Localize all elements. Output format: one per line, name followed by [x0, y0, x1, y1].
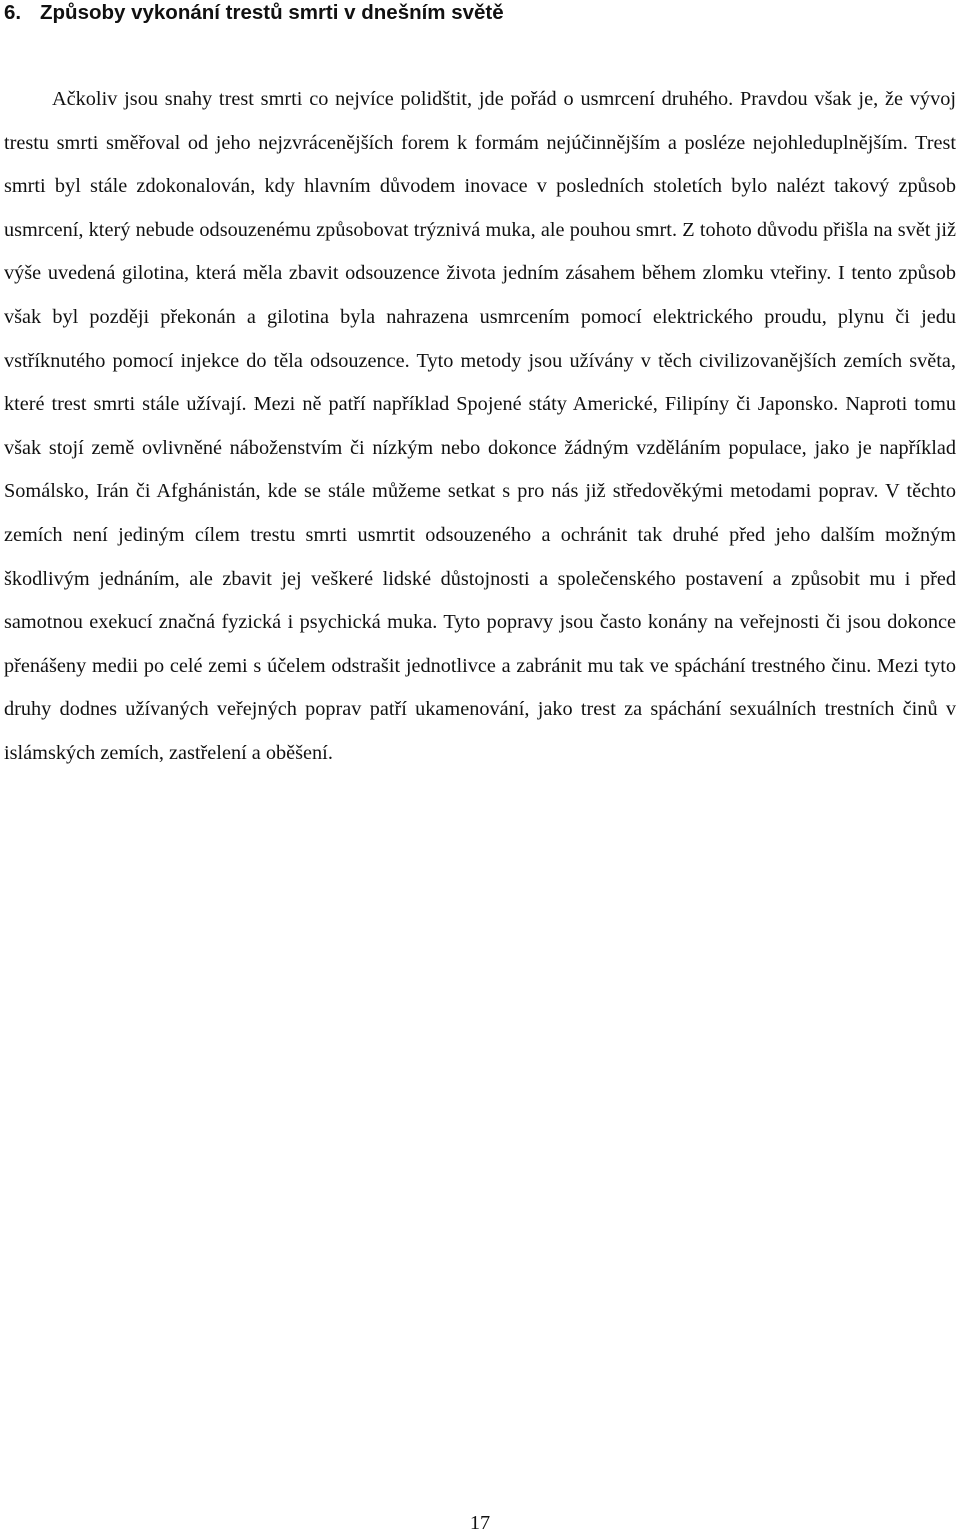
body-paragraph: Ačkoliv jsou snahy trest smrti co nejvíce polidštit, jde pořád o usmrcení druhého. Pravdou však je, že vývoj trestu smrti směřoval od jeho nejzvrácenějších forem k formám nejúčinnějším a posléze nejohleduplnějším. Trest smrti byl stále zdokonalován, kdy hlavním důvodem inovace v posledních stoletích bylo nalézt takový způsob usmrcení, který nebude odsouzenému způsobovat trýznivá muka, ale pouhou smrt. Z tohoto důvodu přišla na svět již výše uvedená gilotina, která měla zbavit odsouzence života jedním zásahem během zlomku vteřiny. I tento způsob však byl později překonán a gilotina byla nahrazena usmrcením pomocí elektrického proudu, plynu či jedu vstříknutého pomocí injekce do těla odsouzence. Tyto metody jsou užívány v těch civilizovanějších zemích světa, které trest smrti stále užívají. Mezi ně patří například Spojené státy Americké, Filipíny či Japonsko. Naproti tomu však stojí země ovlivněné náboženstvím či nízkým nebo dokonce žádným vzděláním populace, jako je například Somálsko, Irán či Afghánistán, kde se stále můžeme setkat s pro nás již středověkými metodami poprav. V těchto zemích není jediným cílem trestu smrti usmrtit odsouzeného a ochránit tak druhé před jeho dalším možným škodlivým jednáním, ale zbavit jej veškeré lidské důstojnosti a společenského postavení a způsobit mu i před samotnou exekucí značná fyzická i psychická muka. Tyto popravy jsou často konány na veřejnosti či jsou dokonce přenášeny medii po celé zemi s účelem odstrašit jednotlivce a zabránit mu tak ve spáchání trestného činu. Mezi tyto druhy dodnes užívaných veřejných poprav patří ukamenování, jako trest za spáchání sexuálních trestních činů v islámských zemích, zastřelení a oběšení. — [4, 88, 956, 764]
section-title: Způsoby vykonání trestů smrti v dnešním světě — [40, 1, 504, 24]
page-number: 17 — [469, 1512, 491, 1534]
section-number: 6. — [4, 1, 22, 24]
section-heading — [4, 0, 954, 26]
